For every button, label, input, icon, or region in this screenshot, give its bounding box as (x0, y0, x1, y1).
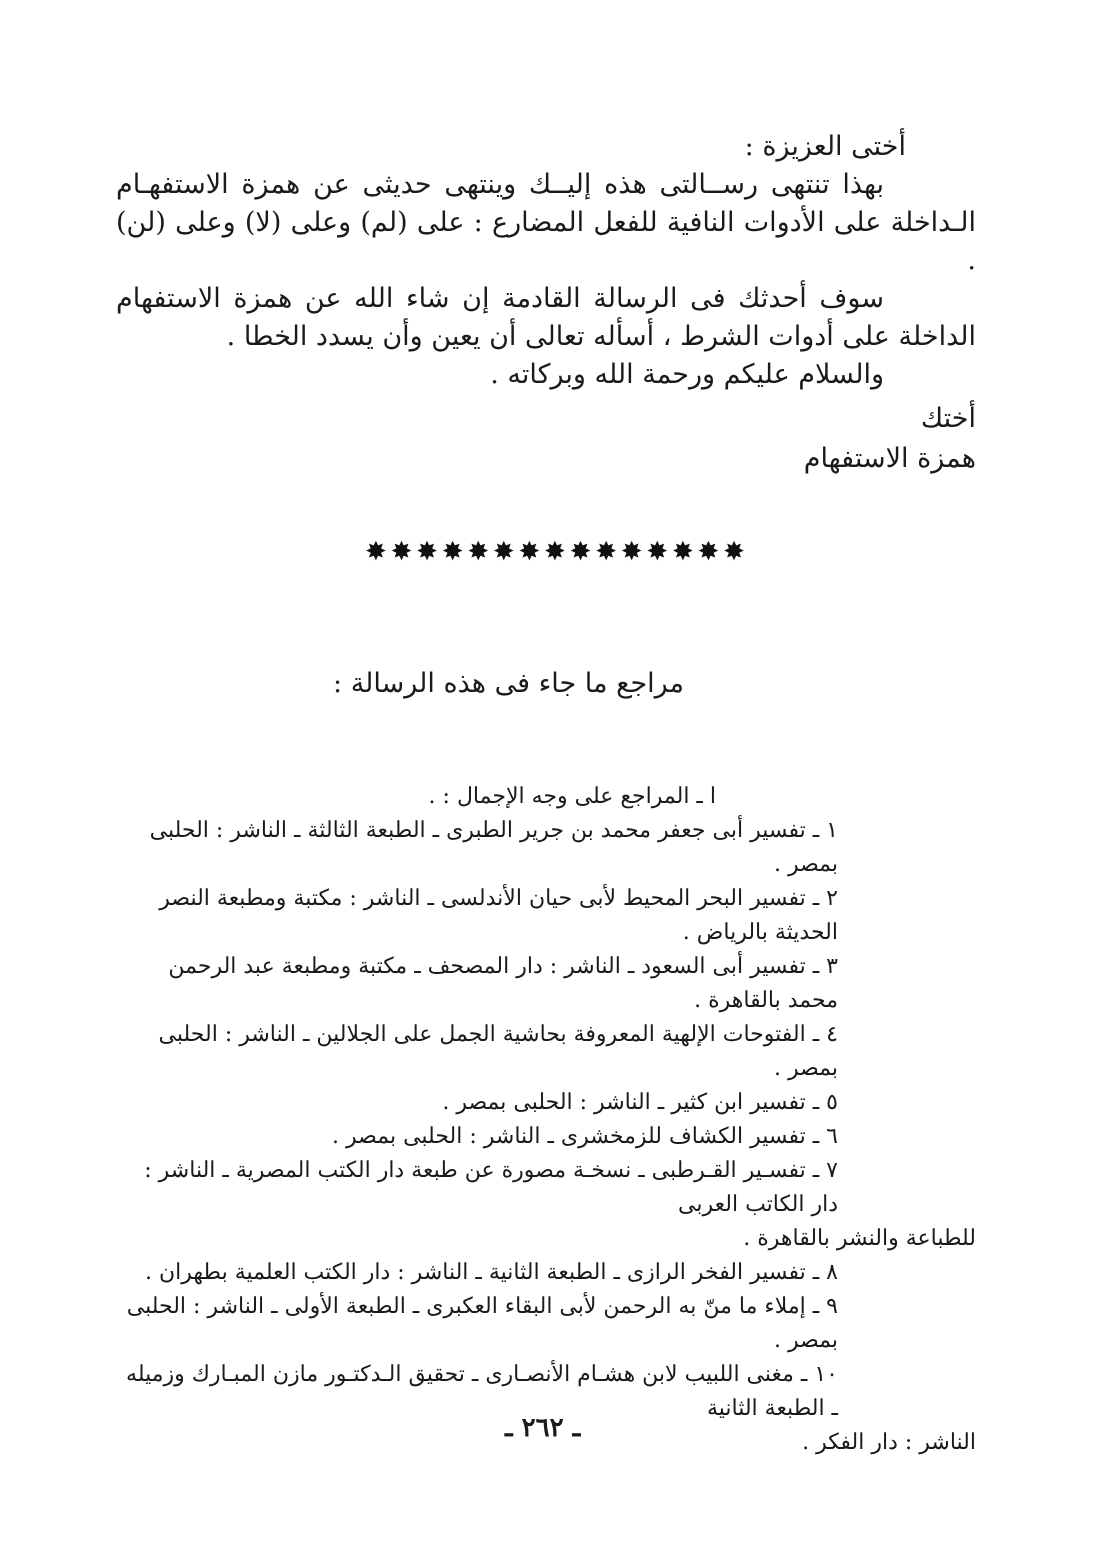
reference-item: ١٠ ـ مغنى اللبيب لابن هشـام الأنصـارى ـ تحقيق الـدكتـور مازن المبـارك وزميله ـ الطبعة الثانية (126, 1362, 838, 1421)
eight-point-star-icon: ✸ (723, 537, 745, 567)
reference-item: ٤ ـ الفتوحات الإلهية المعروفة بحاشية الجمل على الجلالين ـ الناشر : الحلبى بمصر . (158, 1022, 838, 1081)
signature-line: أختك (920, 403, 976, 434)
eight-point-star-icon: ✸ (620, 537, 643, 567)
references-heading: ا ـ المراجع على وجه الإجمال : . (428, 784, 716, 809)
page-number: ـ ٢٦٢ ـ (505, 1413, 581, 1443)
eight-point-star-icon: ✸ (697, 537, 720, 567)
reference-item-continuation: الناشر : دار الفكر . (802, 1430, 976, 1455)
reference-item-continuation: للطباعة والنشر بالقاهرة . (743, 1226, 976, 1251)
eight-point-star-icon: ✸ (569, 537, 592, 567)
reference-item: ١ ـ تفسير أبى جعفر محمد بن جرير الطبرى ـ الطبعة الثالثة ـ الناشر : الحلبى بمصر . (149, 818, 838, 877)
letter-paragraph: بهذا تنتهى رســالتى هذه إليــك وينتهى حديثى عن همزة الاستفهـام الـداخلة على الأدوات النافية للفعل المضارع : على (لم) وعلى (لا) وعلى (لن) . (116, 169, 976, 276)
eight-point-star-icon: ✸ (544, 537, 566, 567)
eight-point-star-icon: ✸ (518, 537, 541, 567)
eight-point-star-icon: ✸ (646, 537, 669, 567)
signature-name: همزة الاستفهام (803, 443, 976, 474)
eight-point-star-icon: ✸ (595, 537, 617, 567)
signature-block (676, 400, 976, 480)
eight-point-star-icon: ✸ (390, 537, 413, 567)
eight-point-star-icon: ✸ (441, 537, 464, 567)
reference-item: ٢ ـ تفسير البحر المحيط لأبى حيان الأندلسى ـ الناشر : مكتبة ومطبعة النصر الحديثة بالرياض . (159, 886, 838, 945)
letter-body (116, 128, 976, 394)
eight-point-star-icon: ✸ (416, 537, 438, 567)
references-title: مراجع ما جاء فى هذه الرسالة : (333, 668, 684, 699)
reference-item: ٦ ـ تفسير الكشاف للزمخشرى ـ الناشر : الحلبى بمصر . (332, 1124, 838, 1149)
letter-paragraph: سوف أحدثك فى الرسالة القادمة إن شاء الله عن همزة الاستفهام الداخلة على أدوات الشرط ، أسأله تعالى أن يعين وأن يسدد الخطا . (116, 283, 976, 352)
eight-point-star-icon: ✸ (492, 537, 515, 567)
eight-point-star-icon: ✸ (671, 537, 694, 567)
references-list (116, 780, 976, 1460)
reference-item: ٣ ـ تفسير أبى السعود ـ الناشر : دار المصحف ـ مكتبة ومطبعة عبد الرحمن محمد بالقاهرة . (168, 954, 838, 1013)
star-separator (365, 532, 745, 572)
reference-item: ٩ ـ إملاء ما منّ به الرحمن لأبى البقاء العكبرى ـ الطبعة الأولى ـ الناشر : الحلبى بمصر . (126, 1294, 838, 1353)
letter-closing: والسلام عليكم ورحمة الله وبركاته . (490, 359, 884, 390)
letter-greeting: أختى العزيزة : (744, 131, 906, 162)
eight-point-star-icon: ✸ (365, 537, 387, 567)
reference-item: ٥ ـ تفسير ابن كثير ـ الناشر : الحلبى بمصر . (442, 1090, 838, 1115)
eight-point-star-icon: ✸ (467, 537, 490, 567)
reference-item: ٧ ـ تفسـير القـرطبى ـ نسخـة مصورة عن طبعة دار الكتب المصرية ـ الناشر : دار الكاتب العربى (144, 1158, 838, 1217)
reference-item: ٨ ـ تفسير الفخر الرازى ـ الطبعة الثانية ـ الناشر : دار الكتب العلمية بطهران . (145, 1260, 838, 1285)
